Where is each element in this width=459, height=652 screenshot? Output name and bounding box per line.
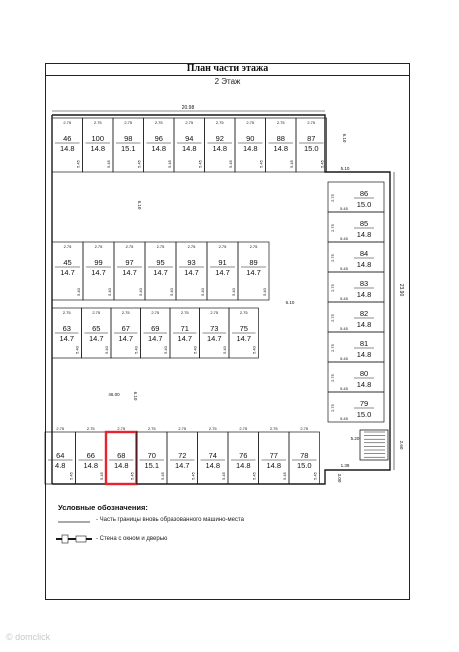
spot-number: 65 bbox=[92, 324, 101, 333]
spot-width-label: 2.75 bbox=[330, 344, 335, 352]
spot-area: 14.8 bbox=[356, 380, 372, 389]
spot-depth-label: 5.45 bbox=[340, 206, 348, 211]
spot-depth-label: 5.45 bbox=[340, 266, 348, 271]
spot-number: 66 bbox=[86, 451, 95, 460]
spot-width-label: 2.75 bbox=[215, 120, 224, 125]
spot-area: 14.7 bbox=[177, 334, 193, 343]
spot-width-label: 2.75 bbox=[246, 120, 255, 125]
spot-width-label: 2.75 bbox=[185, 120, 194, 125]
legend-door-symbol bbox=[62, 535, 68, 543]
spot-width-label: 2.75 bbox=[93, 120, 102, 125]
spot-width-label: 2.75 bbox=[330, 194, 335, 202]
spot-number: 72 bbox=[178, 451, 187, 460]
spot-depth-label: 5.40 bbox=[133, 346, 139, 354]
spot-depth-label: 5.45 bbox=[136, 160, 142, 168]
spot-area: 14.8 bbox=[242, 144, 258, 153]
spot-number: 67 bbox=[121, 324, 130, 333]
spot-number: 92 bbox=[215, 134, 224, 143]
spot-area: 15.0 bbox=[356, 410, 372, 419]
spot-number: 70 bbox=[147, 451, 156, 460]
spot-depth-label: 5.45 bbox=[340, 416, 348, 421]
spot-width-label: 2.75 bbox=[92, 310, 101, 315]
spot-number: 46 bbox=[63, 134, 72, 143]
spot-area: 14.8 bbox=[113, 461, 129, 470]
top-dimension-label: 20.98 bbox=[181, 105, 195, 111]
spot-width-label: 2.75 bbox=[63, 120, 72, 125]
spot-width-label: 2.75 bbox=[124, 120, 133, 125]
aisle-label: 46.00 bbox=[108, 392, 120, 397]
spot-number: 74 bbox=[208, 451, 217, 460]
spot-area: 14.8 bbox=[356, 350, 372, 359]
spot-width-label: 2.75 bbox=[330, 404, 335, 412]
spot-area: 15.0 bbox=[356, 200, 372, 209]
spot-number: 83 bbox=[359, 279, 369, 288]
spot-width-label: 2.75 bbox=[210, 310, 219, 315]
spot-number: 75 bbox=[239, 324, 248, 333]
spot-depth-label: 5.45 bbox=[289, 160, 294, 168]
spot-width-label: 2.75 bbox=[307, 120, 316, 125]
spot-area: 14.8 bbox=[356, 260, 372, 269]
spot-width-label: 2.75 bbox=[330, 374, 335, 382]
spot-number: 73 bbox=[210, 324, 219, 333]
spot-depth-label: 5.45 bbox=[340, 356, 348, 361]
spot-depth-label: 5.45 bbox=[68, 472, 74, 480]
spot-area: 15.0 bbox=[296, 461, 312, 470]
spot-width-label: 2.75 bbox=[276, 120, 285, 125]
spot-number: 87 bbox=[307, 134, 316, 143]
spot-area: 14.8 bbox=[83, 461, 99, 470]
stair-dimension-label: 1.38 bbox=[340, 463, 350, 468]
spot-number: 81 bbox=[359, 339, 369, 348]
watermark: © domclick bbox=[6, 632, 51, 642]
stair-dimension-label: 5.20 bbox=[350, 436, 360, 441]
spot-depth-label: 5.45 bbox=[160, 472, 165, 480]
spot-depth-label: 5.45 bbox=[312, 472, 318, 480]
spot-number: 82 bbox=[359, 309, 369, 318]
right-dimension-label: 23.90 bbox=[398, 283, 404, 297]
spot-depth-label: 5.45 bbox=[228, 160, 233, 168]
spot-area: 14.7 bbox=[246, 268, 261, 277]
spot-depth-label: 5.45 bbox=[106, 160, 111, 168]
spot-area: 14.7 bbox=[153, 268, 168, 277]
spot-number: 84 bbox=[359, 249, 369, 258]
aisle-label: 6.10 bbox=[342, 133, 347, 143]
spot-number: 96 bbox=[154, 134, 163, 143]
legend-wall-text: - Стена с окном и дверью bbox=[96, 536, 168, 542]
spot-number: 77 bbox=[269, 451, 278, 460]
spot-width-label: 2.75 bbox=[154, 120, 163, 125]
spot-depth-label: 5.45 bbox=[167, 160, 172, 168]
spot-width-label: 2.75 bbox=[62, 310, 71, 315]
spot-number: 91 bbox=[218, 258, 227, 267]
spot-number: 80 bbox=[359, 369, 369, 378]
spot-depth-label: 5.40 bbox=[222, 346, 227, 354]
spot-width-label: 2.75 bbox=[94, 244, 103, 249]
stair-dimension-label: 3.00 bbox=[337, 473, 342, 483]
spot-number: 64 bbox=[56, 451, 65, 460]
spot-depth-label: 5.40 bbox=[74, 346, 80, 354]
spot-area: 14.7 bbox=[91, 268, 106, 277]
spot-width-label: 2.75 bbox=[330, 254, 335, 262]
aisle-label: 6.10 bbox=[285, 300, 295, 305]
spot-depth-label: 5.45 bbox=[340, 236, 348, 241]
spot-number: 45 bbox=[63, 258, 72, 267]
spot-depth-label: 5.40 bbox=[231, 288, 236, 296]
spot-area: 14.7 bbox=[206, 334, 222, 343]
spot-number: 100 bbox=[91, 134, 105, 143]
spot-depth-label: 5.45 bbox=[197, 160, 203, 168]
spot-depth-label: 5.45 bbox=[129, 472, 135, 480]
spot-depth-label: 5.40 bbox=[192, 346, 198, 354]
spot-depth-label: 5.45 bbox=[340, 386, 348, 391]
spot-depth-label: 5.45 bbox=[319, 160, 325, 168]
spot-area: 14.7 bbox=[88, 334, 104, 343]
aisle-label: 6.10 bbox=[137, 200, 142, 210]
spot-area: 14.7 bbox=[60, 268, 75, 277]
spot-width-label: 2.75 bbox=[269, 426, 278, 431]
legend-window-symbol bbox=[76, 536, 86, 542]
legend-boundary-text: - Часть границы вновь образованного машино-места bbox=[96, 517, 244, 523]
spot-width-label: 2.75 bbox=[330, 224, 335, 232]
spot-width-label: 2.75 bbox=[117, 426, 126, 431]
spot-depth-label: 5.40 bbox=[251, 346, 257, 354]
spot-area: 14.8 bbox=[356, 320, 372, 329]
spot-area: 14.8 bbox=[212, 144, 228, 153]
spot-number: 90 bbox=[246, 134, 255, 143]
spot-area: 14.8 bbox=[151, 144, 167, 153]
spot-width-label: 2.75 bbox=[86, 426, 95, 431]
spot-number: 89 bbox=[249, 258, 258, 267]
spot-width-label: 2.75 bbox=[239, 310, 248, 315]
spot-depth-label: 5.40 bbox=[200, 288, 205, 296]
spot-width-label: 2.75 bbox=[151, 310, 160, 315]
spot-depth-label: 5.45 bbox=[251, 472, 257, 480]
spot-width-label: 2.75 bbox=[239, 426, 248, 431]
spot-number: 79 bbox=[359, 399, 369, 408]
spot-depth-label: 5.45 bbox=[99, 472, 104, 480]
spot-area: 14.8 bbox=[90, 144, 106, 153]
spot-width-label: 2.75 bbox=[249, 244, 258, 249]
spot-width-label: 2.75 bbox=[208, 426, 217, 431]
spot-depth-label: 5.45 bbox=[340, 326, 348, 331]
spot-area: 14.7 bbox=[184, 268, 199, 277]
spot-number: 85 bbox=[359, 219, 369, 228]
spot-number: 69 bbox=[151, 324, 160, 333]
spot-width-label: 2.75 bbox=[125, 244, 134, 249]
spot-area: 14.7 bbox=[59, 334, 75, 343]
aisle-label: 5.10 bbox=[340, 166, 350, 171]
plan-title: План части этажа bbox=[45, 63, 410, 76]
spot-width-label: 2.75 bbox=[178, 426, 187, 431]
spot-depth-label: 5.45 bbox=[75, 160, 81, 168]
spot-area: 14.8 bbox=[266, 461, 282, 470]
spot-area: 14.8 bbox=[205, 461, 221, 470]
spot-width-label: 2.75 bbox=[156, 244, 165, 249]
spot-width-label: 2.75 bbox=[330, 284, 335, 292]
spot-depth-label: 5.40 bbox=[104, 346, 109, 354]
spot-width-label: 2.75 bbox=[330, 314, 335, 322]
spot-depth-label: 5.45 bbox=[258, 160, 264, 168]
spot-area: 14.8 bbox=[273, 144, 289, 153]
spot-area: 14.8 bbox=[181, 144, 197, 153]
spot-depth-label: 5.40 bbox=[138, 288, 143, 296]
spot-number: 63 bbox=[62, 324, 71, 333]
spot-width-label: 2.75 bbox=[121, 310, 130, 315]
spot-width-label: 2.75 bbox=[218, 244, 227, 249]
stair-dimension-label: 2.60 bbox=[399, 440, 404, 450]
spot-area: 14.7 bbox=[147, 334, 163, 343]
spot-area: 14.7 bbox=[215, 268, 230, 277]
spot-depth-label: 5.40 bbox=[107, 288, 112, 296]
spot-area: 14.7 bbox=[122, 268, 137, 277]
stair-box bbox=[360, 430, 388, 460]
spot-area: 14.8 bbox=[356, 290, 372, 299]
spot-depth-label: 5.40 bbox=[262, 288, 267, 296]
spot-number: 93 bbox=[187, 258, 196, 267]
spot-number: 99 bbox=[94, 258, 103, 267]
spot-area: 15.1 bbox=[120, 144, 136, 153]
spot-depth-label: 5.45 bbox=[190, 472, 196, 480]
aisle-label: 6.10 bbox=[133, 391, 138, 401]
dimension-labels bbox=[52, 105, 404, 480]
spot-area: 4.8 bbox=[55, 461, 66, 470]
legend-title: Условные обозначения: bbox=[58, 503, 148, 512]
spot-area: 14.8 bbox=[356, 230, 372, 239]
spot-number: 71 bbox=[180, 324, 189, 333]
spot-area: 15.0 bbox=[303, 144, 319, 153]
spot-number: 76 bbox=[239, 451, 248, 460]
spot-depth-label: 5.40 bbox=[76, 288, 81, 296]
spot-depth-label: 5.40 bbox=[163, 346, 168, 354]
spot-area: 14.7 bbox=[174, 461, 190, 470]
floor-label: 2 Этаж bbox=[214, 77, 241, 86]
spot-width-label: 2.75 bbox=[56, 426, 65, 431]
spot-number: 88 bbox=[276, 134, 285, 143]
spot-number: 68 bbox=[117, 451, 126, 460]
spot-number: 97 bbox=[125, 258, 134, 267]
spot-area: 15.1 bbox=[144, 461, 160, 470]
spot-area: 14.8 bbox=[59, 144, 75, 153]
spot-depth-label: 5.45 bbox=[340, 296, 348, 301]
spot-area: 14.8 bbox=[235, 461, 251, 470]
spot-number: 78 bbox=[300, 451, 309, 460]
spot-number: 95 bbox=[156, 258, 165, 267]
spot-width-label: 2.75 bbox=[300, 426, 309, 431]
spot-width-label: 2.75 bbox=[147, 426, 156, 431]
spot-depth-label: 5.45 bbox=[221, 472, 226, 480]
spot-number: 98 bbox=[124, 134, 133, 143]
spot-depth-label: 5.45 bbox=[282, 472, 287, 480]
spot-depth-label: 5.40 bbox=[169, 288, 174, 296]
spot-width-label: 2.75 bbox=[180, 310, 189, 315]
legend-symbols bbox=[56, 522, 92, 543]
spot-area: 14.7 bbox=[118, 334, 134, 343]
spot-number: 94 bbox=[185, 134, 194, 143]
spot-width-label: 2.75 bbox=[63, 244, 72, 249]
spot-width-label: 2.75 bbox=[187, 244, 196, 249]
spot-number: 86 bbox=[359, 189, 369, 198]
spot-area: 14.7 bbox=[236, 334, 252, 343]
